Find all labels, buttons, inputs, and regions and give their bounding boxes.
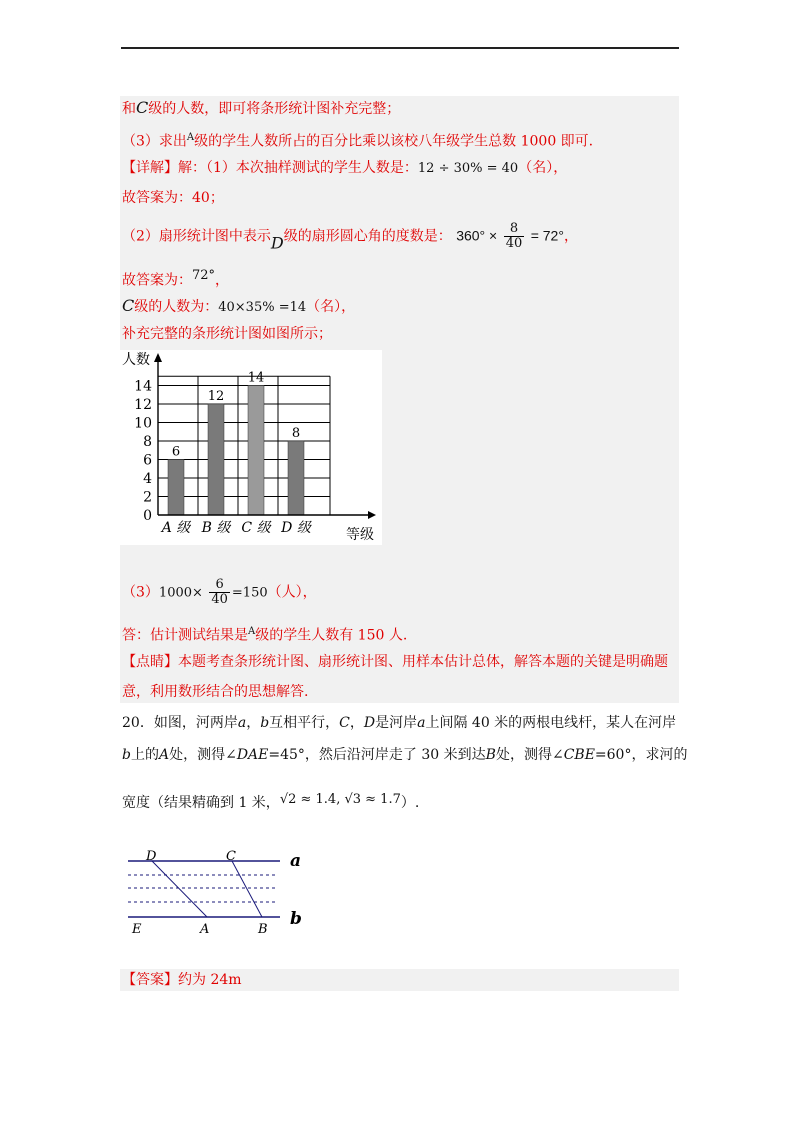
y-tick-label-3: 6	[143, 452, 152, 469]
bar-value-label-1: 12	[207, 389, 225, 404]
solution-line-9: （3）1000× $\frac{6}{40}$ =150（人），	[122, 577, 317, 607]
answer-line: 【答案】约为 24m	[122, 972, 242, 988]
label-bank-a: a	[290, 851, 302, 871]
solution-line-7: C级的人数为：40×35% =14（名），	[122, 296, 356, 315]
y-tick-label-4: 8	[143, 434, 152, 450]
bar-value-label-0: 6	[171, 444, 181, 460]
question-20-line-2: b上的A处，测得∠DAE=45°，然后沿河岸走了 30 米到达B处，测得∠CBE=60°，求河的	[122, 747, 688, 763]
fraction-6-over-40: $\frac{6}{40}$	[211, 577, 228, 607]
category-label-2: C 级	[241, 520, 271, 536]
label-A: A	[200, 922, 210, 937]
bar-value-label-3: 8	[291, 426, 301, 441]
bar-value-label-2: 14	[247, 370, 265, 386]
category-label-3: D 级	[281, 520, 311, 536]
y-tick-label-2: 4	[143, 471, 152, 487]
solution-line-6: 故答案为：$^{72^\circ}$，	[122, 268, 230, 289]
solution-line-5: （2）扇形统计图中表示D级的扇形圆心角的度数是： 360° × $\frac{8}{40}$ = 72°，	[122, 221, 578, 253]
y-tick-label-6: 12	[134, 397, 152, 413]
category-label-1: B 级	[201, 520, 231, 536]
solution-line-8: 补充完整的条形统计图如图所示；	[122, 326, 332, 342]
label-E: E	[132, 922, 142, 937]
bar-chart-svg	[120, 350, 382, 545]
bar-2	[248, 386, 264, 516]
bar-1	[208, 404, 224, 515]
segment-DA	[152, 861, 207, 917]
fraction-8-over-40: $\frac{8}{40}$	[505, 221, 523, 251]
header-rule	[121, 47, 679, 49]
y-axis-label: 人数	[122, 352, 150, 368]
y-tick-label-1: 2	[143, 489, 152, 506]
y-tick-label-0: 0	[143, 508, 152, 524]
label-B: B	[258, 922, 268, 937]
solution-line-10: 答：估计测试结果是$^A$级的学生人数有 150 人.	[122, 626, 408, 644]
label-C: C	[226, 849, 236, 864]
bar-3	[288, 441, 304, 515]
label-bank-b: b	[290, 909, 302, 929]
river-diagram	[120, 840, 320, 940]
y-axis-arrow	[154, 353, 162, 362]
bar-0	[168, 460, 184, 516]
y-tick-label-5: 10	[134, 415, 152, 432]
solution-line-1: 和C级的人数，即可将条形统计图补充完整；	[122, 98, 401, 117]
x-axis-label: 等级	[346, 527, 374, 543]
solution-line-3: 【详解】解：（1）本次抽样测试的学生人数是：12 ÷ 30% = 40（名），	[122, 160, 568, 176]
solution-line-4: 故答案为：40；	[122, 190, 224, 206]
question-20-line-1: 20．如图，河两岸a，b互相平行，C，D是河岸a上间隔 40 米的两根电线杆，某人在河岸	[122, 715, 677, 731]
segment-CB	[232, 861, 262, 917]
label-D: D	[146, 849, 157, 864]
solution-line-11: 【点睛】本题考查条形统计图、扇形统计图、用样本估计总体，解答本题的关键是明确题	[122, 654, 668, 670]
x-axis-arrow	[368, 511, 376, 519]
category-label-0: A 级	[161, 520, 191, 536]
question-20-line-3: 宽度（结果精确到 1 米，√2 ≈ 1.4, √3 ≈ 1.7）.	[122, 792, 420, 811]
bar-chart	[120, 350, 382, 545]
y-tick-label-7: 14	[134, 378, 152, 395]
solution-line-2: （3）求出$^A$级的学生人数所占的百分比乘以该校八年级学生总数 1000 即可.	[122, 132, 594, 150]
solution-line-12: 意，利用数形结合的思想解答.	[122, 684, 309, 700]
